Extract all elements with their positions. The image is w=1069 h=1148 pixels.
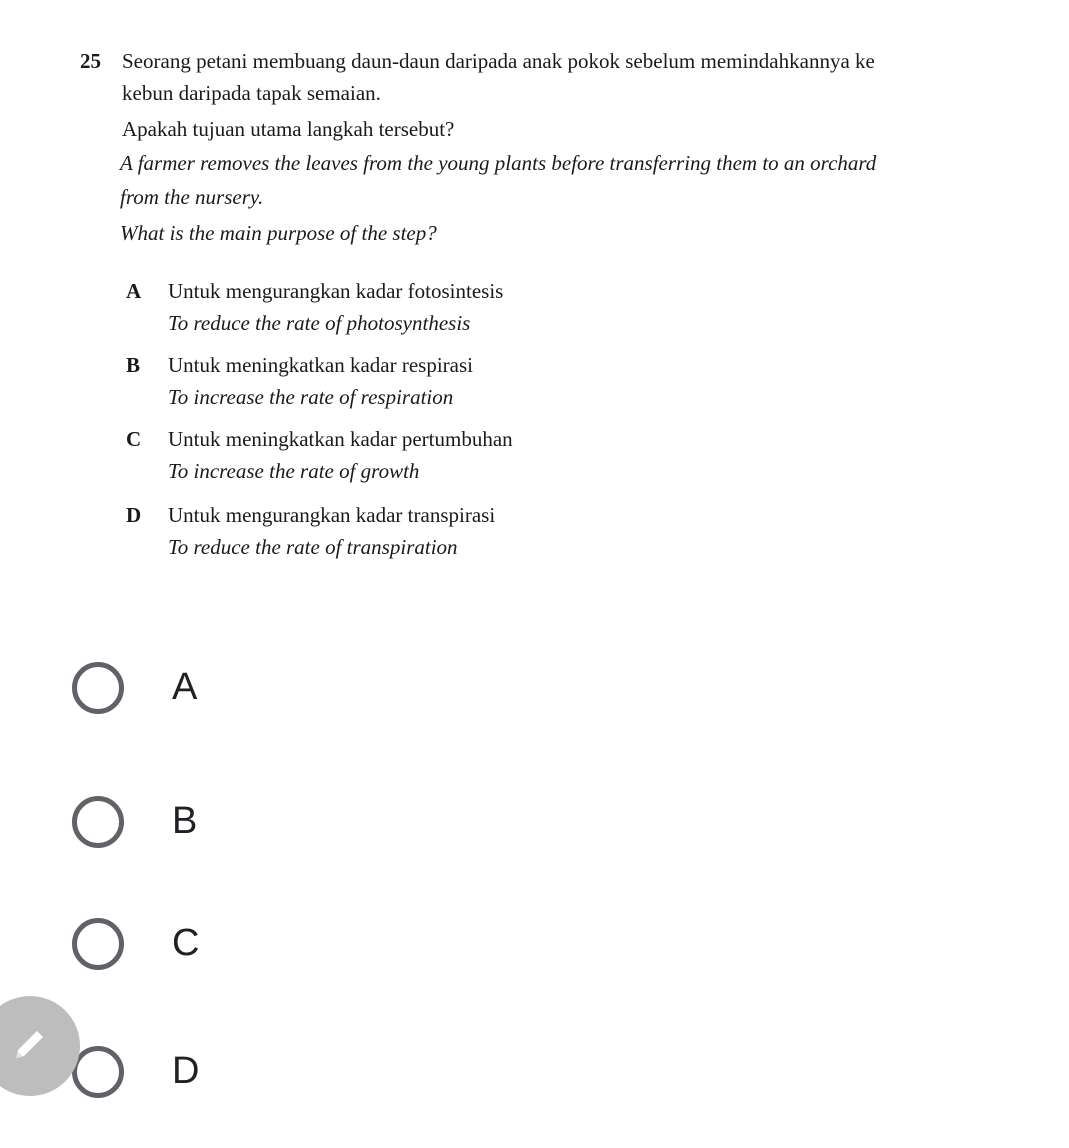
- question-malay-prompt: Apakah tujuan utama langkah tersebut?: [122, 117, 455, 141]
- option-a-malay: Untuk mengurangkan kadar fotosintesis: [168, 279, 504, 303]
- radio-button-d[interactable]: [72, 1046, 124, 1098]
- answer-choice-list: [0, 600, 1069, 1148]
- answer-choice-c[interactable]: [70, 916, 570, 986]
- answer-choice-a[interactable]: [70, 660, 570, 730]
- option-d-malay: Untuk mengurangkan kadar transpirasi: [168, 503, 496, 527]
- option-a-english: To reduce the rate of photosynthesis: [168, 311, 471, 335]
- answer-choice-b[interactable]: [70, 794, 570, 864]
- option-c-english: To increase the rate of growth: [168, 459, 420, 483]
- option-d-english: To reduce the rate of transpiration: [168, 535, 458, 559]
- question-english-line-1: A farmer removes the leaves from the young plants before transferring them to an orchard: [120, 151, 877, 175]
- question-english-prompt: What is the main purpose of the step?: [120, 221, 437, 245]
- option-c-letter: C: [126, 427, 142, 451]
- radio-button-b[interactable]: [72, 796, 124, 848]
- pencil-icon: [10, 1024, 50, 1064]
- answer-choice-d[interactable]: [70, 1044, 570, 1114]
- answer-choice-d-label: D: [172, 1050, 200, 1092]
- answer-choice-a-label: A: [172, 666, 198, 708]
- option-b-malay: Untuk meningkatkan kadar respirasi: [168, 353, 473, 377]
- question-english-line-2: from the nursery.: [120, 185, 264, 209]
- option-b-letter: B: [126, 353, 141, 377]
- answer-choice-c-label: C: [172, 922, 200, 964]
- option-b-english: To increase the rate of respiration: [168, 385, 454, 409]
- question-malay-line-1: Seorang petani membuang daun-daun daripada anak pokok sebelum memindahkannya ke: [122, 49, 875, 73]
- option-c-malay: Untuk meningkatkan kadar pertumbuhan: [168, 427, 513, 451]
- option-d-letter: D: [126, 503, 142, 527]
- option-a-letter: A: [126, 279, 142, 303]
- answer-choice-b-label: B: [172, 800, 198, 842]
- question-malay-line-2: kebun daripada tapak semaian.: [122, 81, 381, 105]
- question-number: 25: [80, 49, 101, 73]
- radio-button-a[interactable]: [72, 662, 124, 714]
- radio-button-c[interactable]: [72, 918, 124, 970]
